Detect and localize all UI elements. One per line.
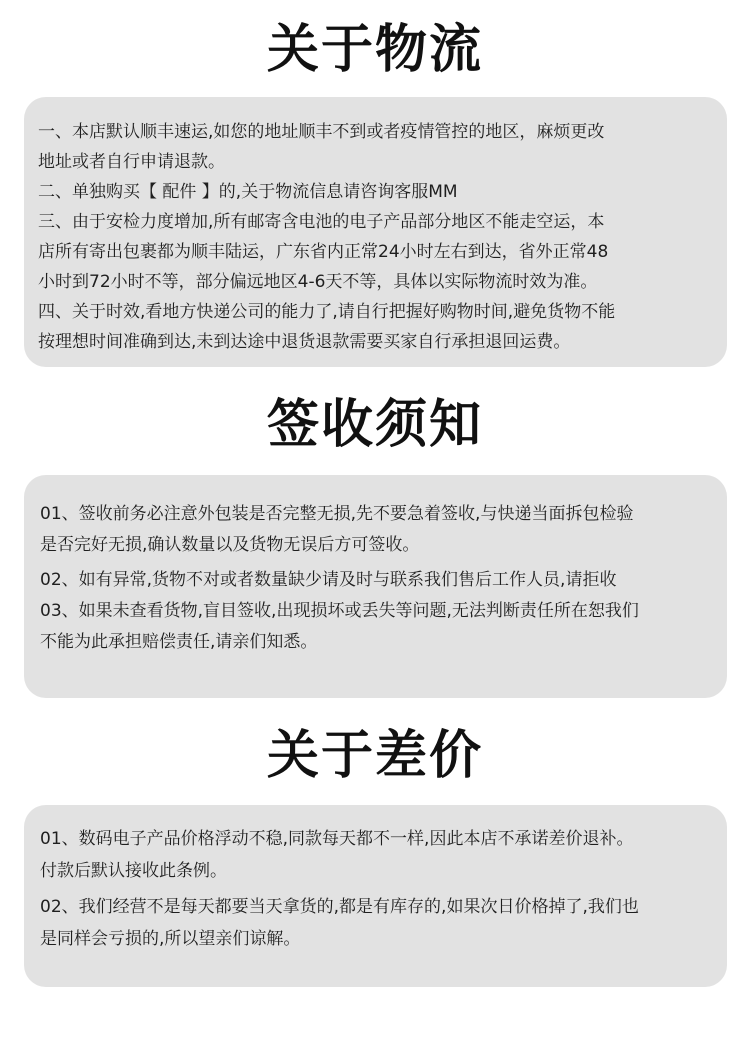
signing-line: 01、签收前务必注意外包装是否完整无损,先不要急着签收,与快递当面拆包检验 bbox=[40, 504, 634, 524]
logistics-line: 地址或者自行申请退款。 bbox=[38, 152, 225, 172]
signing-panel bbox=[24, 475, 727, 698]
logistics-line: 二、单独购买【 配件 】的,关于物流信息请咨询客服MM bbox=[38, 182, 458, 202]
price-title: 关于差价 bbox=[266, 726, 483, 786]
logistics-line: 店所有寄出包裹都为顺丰陆运，广东省内正常24小时左右到达，省外正常48 bbox=[38, 242, 609, 262]
logistics-title: 关于物流 bbox=[266, 20, 483, 80]
signing-line: 是否完好无损,确认数量以及货物无误后方可签收。 bbox=[40, 535, 420, 555]
signing-line: 02、如有异常,货物不对或者数量缺少请及时与联系我们售后工作人员,请拒收 bbox=[40, 570, 617, 590]
price-panel bbox=[24, 805, 727, 987]
signing-title: 签收须知 bbox=[266, 395, 483, 455]
logistics-panel bbox=[24, 97, 727, 367]
logistics-line: 小时到72小时不等，部分偏远地区4-6天不等，具体以实际物流时效为准。 bbox=[38, 272, 598, 292]
signing-line: 03、如果未查看货物,盲目签收,出现损坏或丢失等问题,无法判断责任所在恕我们 bbox=[40, 601, 639, 621]
price-line: 02、我们经营不是每天都要当天拿货的,都是有库存的,如果次日价格掉了,我们也 bbox=[40, 897, 639, 917]
price-line: 付款后默认接收此条例。 bbox=[40, 861, 227, 881]
logistics-line: 三、由于安检力度增加,所有邮寄含电池的电子产品部分地区不能走空运，本 bbox=[38, 212, 605, 232]
signing-line: 不能为此承担赔偿责任,请亲们知悉。 bbox=[40, 632, 318, 652]
price-line: 01、数码电子产品价格浮动不稳,同款每天都不一样,因此本店不承诺差价退补。 bbox=[40, 829, 634, 849]
logistics-line: 按理想时间准确到达,未到达途中退货退款需要买家自行承担退回运费。 bbox=[38, 332, 571, 352]
logistics-line: 一、本店默认顺丰速运,如您的地址顺丰不到或者疫情管控的地区，麻烦更改 bbox=[38, 122, 605, 142]
price-line: 是同样会亏损的,所以望亲们谅解。 bbox=[40, 929, 301, 949]
logistics-line: 四、关于时效,看地方快递公司的能力了,请自行把握好购物时间,避免货物不能 bbox=[38, 302, 616, 322]
